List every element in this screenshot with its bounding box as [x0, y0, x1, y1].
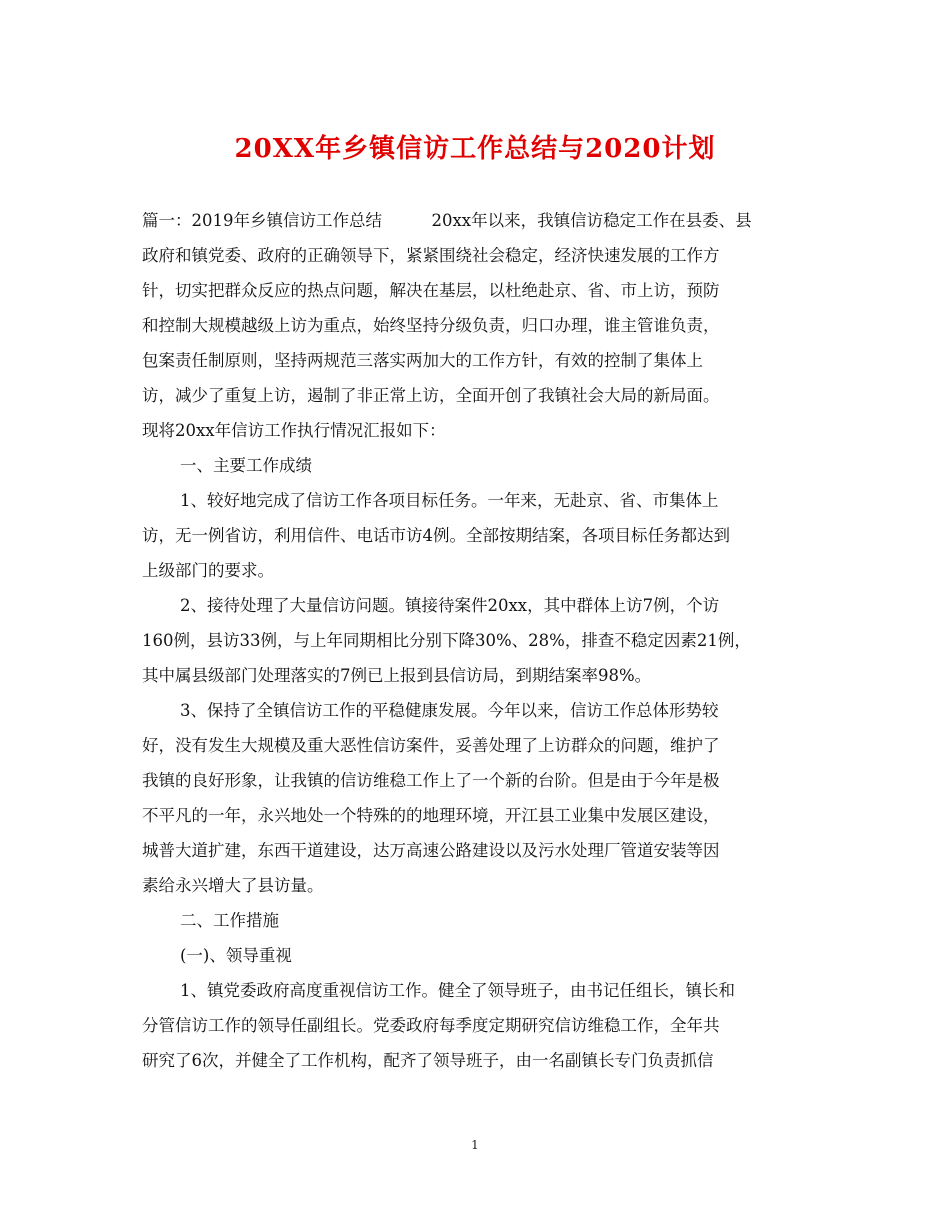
text-line: 包案责任制原则，坚持两规范三落实两加大的工作方针，有效的控制了集体上 [142, 351, 703, 370]
text-line: 现将20xx年信访工作执行情况汇报如下： [142, 421, 446, 440]
text-line: 其中属县级部门处理落实的7例已上报到县信访局，到期结案率98%。 [142, 666, 652, 685]
text-line: 2、接待处理了大量信访问题。镇接待案件20xx，其中群体上访7例，个访 [180, 596, 720, 615]
text-line: 城普大道扩建，东西干道建设，达万高速公路建设以及污水处理厂管道安装等因 [142, 841, 720, 860]
text-line: 我镇的良好形象，让我镇的信访维稳工作上了一个新的台阶。但是由于今年是极 [142, 771, 720, 790]
page-number: 1 [471, 1138, 479, 1152]
text-line: 访，减少了重复上访，遏制了非正常上访，全面开创了我镇社会大局的新局面。 [142, 386, 720, 405]
text-line: 好，没有发生大规模及重大恶性信访案件，妥善处理了上访群众的问题，维护了 [142, 736, 720, 755]
text-line: 上级部门的要求。 [142, 561, 274, 580]
text-line: 3、保持了全镇信访工作的平稳健康发展。今年以来，信访工作总体形势较 [180, 701, 719, 720]
text-line: 1、镇党委政府高度重视信访工作。健全了领导班子，由书记任组长，镇长和 [180, 981, 735, 1000]
document-title: 20XX年乡镇信访工作总结与2020计划 [234, 134, 716, 164]
section-heading: 二、工作措施 [180, 911, 279, 930]
text-line: 研究了6次，并健全了工作机构，配齐了领导班子，由一名副镇长专门负责抓信 [142, 1051, 714, 1070]
text-line: 访，无一例省访，利用信件、电话市访4例。全部按期结案，各项目标任务都达到 [142, 526, 730, 545]
text-line: 分管信访工作的领导任副组长。党委政府每季度定期研究信访维稳工作，全年共 [142, 1016, 720, 1035]
subsection-heading: (一)、领导重视 [180, 946, 292, 965]
text-line: 和控制大规模越级上访为重点，始终坚持分级负责，归口办理，谁主管谁负责， [142, 316, 720, 335]
text-line: 160例，县访33例，与上年同期相比分别下降30%、28%，排查不稳定因素21例， [142, 631, 751, 650]
text-line: 素给永兴增大了县访量。 [142, 876, 324, 895]
text-line: 针，切实把群众反应的热点问题，解决在基层，以杜绝赴京、省、市上访，预防 [142, 281, 720, 300]
text-line: 1、较好地完成了信访工作各项目标任务。一年来，无赴京、省、市集体上 [180, 491, 719, 510]
document-body [142, 203, 810, 1078]
section-heading: 一、主要工作成绩 [180, 456, 312, 475]
text-line: 不平凡的一年，永兴地处一个特殊的的地理环境，开江县工业集中发展区建设， [142, 806, 720, 825]
text-line: 政府和镇党委、政府的正确领导下，紧紧围绕社会稳定，经济快速发展的工作方 [142, 246, 720, 265]
text-line: 篇一：2019年乡镇信访工作总结 20xx年以来，我镇信访稳定工作在县委、县 [142, 211, 752, 230]
